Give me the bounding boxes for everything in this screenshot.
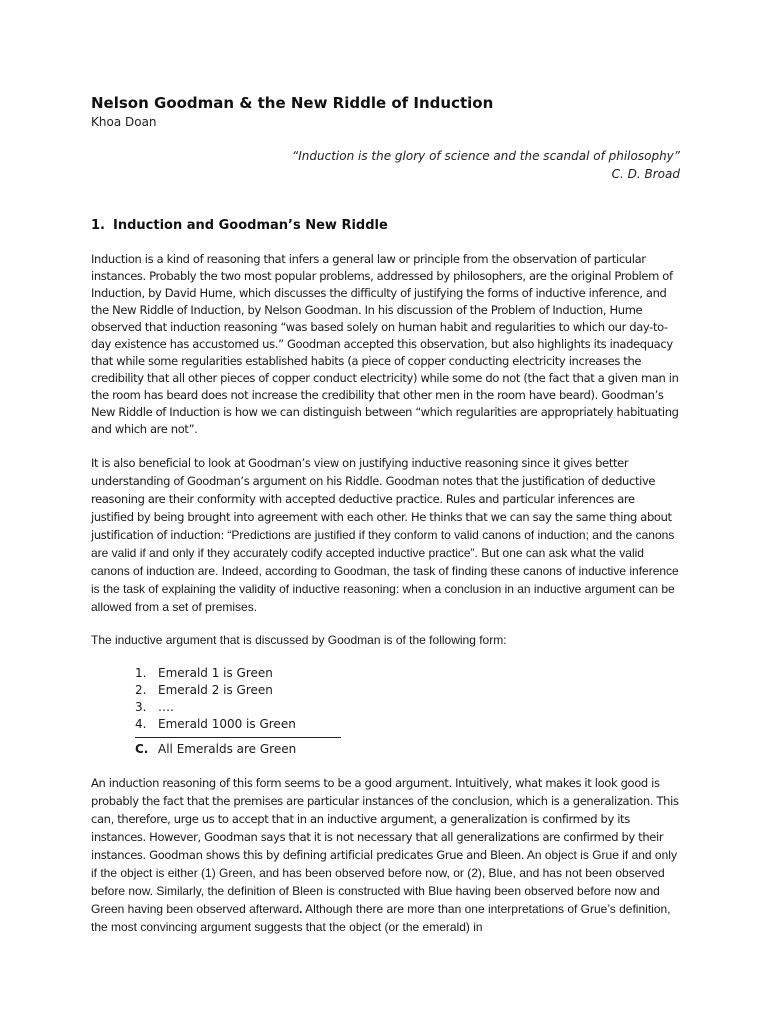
list-item [135,665,680,682]
argument-divider [135,737,341,738]
paragraph-4 [91,774,680,936]
paragraph-1: Induction is a kind of reasoning that infers a general law or principle from the observation of particular instances. Probably the two most popular problems, addressed by philosophers, are the original Problem of Induction, by David Hume, which discusses the difficulty of justifying the forms of inductive inference, and the New Riddle of Induction, by Nelson Goodman. In his discussion of the Problem of Induction, Hume observed that induction reasoning “was based solely on human habit and regularities to which our day-to-day existence has accustomed us.” Goodman accepted this observation, but also highlights its inadequacy that while some regularities established habits (a piece of copper conducting electricity increases the credibility that all other pieces of copper conduct electricity) while some do not (the fact that a given man in the room has beard does not increase the credibility that other men in the room have beard). Goodman’s New Riddle of Induction is how we can distinguish between “which regularities are appropriately habituating and which are not”. [91,252,679,436]
paragraph-2-part-2: “Predictions are justified if they conform to valid canons of induction; and the canons are valid if and only if they accurately codify accepted inductive practice”. But one can ask what the valid canons of induction are. Indeed, according to Goodman, the task of finding these canons of inductive inference is the task of explaining the validity of inductive reasoning: when a conclusion in an inductive argument can be allowed from a set of premises. [91,528,679,614]
epigraph [91,147,680,183]
list-item [135,682,680,699]
document-title: Nelson Goodman & the New Riddle of Induction [91,94,494,112]
paragraph-4-part-1: An induction reasoning of this form seems to be a good argument. Intuitively, what makes it look good is probably the fact that the premises are particular instances of the conclusion, which is a generalization. This can, therefore, urge us to accept that in an inductive argument, a generalization is confirmed by its instances. However, Goodman says that it is not necessary that all generalizations are confirmed by their instances. Goodman shows this by defining artificial predicates Grue and Bleen. [91,776,679,862]
paragraph-4-part-2: An object is Grue if and only if the object is either (1) Green, and has been observed before now, or (2), Blue, and has not been observed before now. Similarly, the definition of Bleen is constructed with Blue having been observed before now and Green having been observed afterward [91,848,677,916]
paragraph-4-part-3: Although there are more than one interpretations of Grue’s definition, the most convincing argument suggests that the object (or the emerald) in [91,902,671,934]
section-title: Induction and Goodman’s New Riddle [113,218,388,233]
section-heading [91,217,680,235]
item-number: 2. [135,683,147,697]
argument-conclusion [135,741,680,758]
item-text: Emerald 1 is Green [158,666,273,680]
epigraph-text: “Induction is the glory of science and the scandal of philosophy” [292,149,680,163]
item-number: 3. [135,700,147,714]
list-item [135,716,680,733]
epigraph-author: C. D. Broad [611,167,680,181]
conclusion-label: C. [135,742,149,756]
item-text: Emerald 1000 is Green [158,717,296,731]
argument-premises [135,665,680,733]
item-text: Emerald 2 is Green [158,683,273,697]
paragraph-3: The inductive argument that is discussed by Goodman is of the following form: [91,633,507,647]
item-number: 1. [135,666,147,680]
paragraph-2-part-1: It is also beneficial to look at Goodman’s view on justifying inductive reasoning since it gives better understanding of Goodman’s argument on his Riddle. Goodman notes that the justification of deductive reasoning are their conformity with accepted deductive practice. Rules and particular inferences are justified by being brought into agreement with each other. He thinks that we can say the same thing about justification of induction: [91,456,672,542]
item-number: 4. [135,717,147,731]
paragraph-4-bold-period: . [299,902,303,916]
paragraph-2 [91,454,680,616]
item-text: …. [158,700,174,714]
conclusion-text: All Emeralds are Green [158,742,297,756]
list-item [135,699,680,716]
section-number: 1. [91,218,105,233]
author-name: Khoa Doan [91,115,157,129]
